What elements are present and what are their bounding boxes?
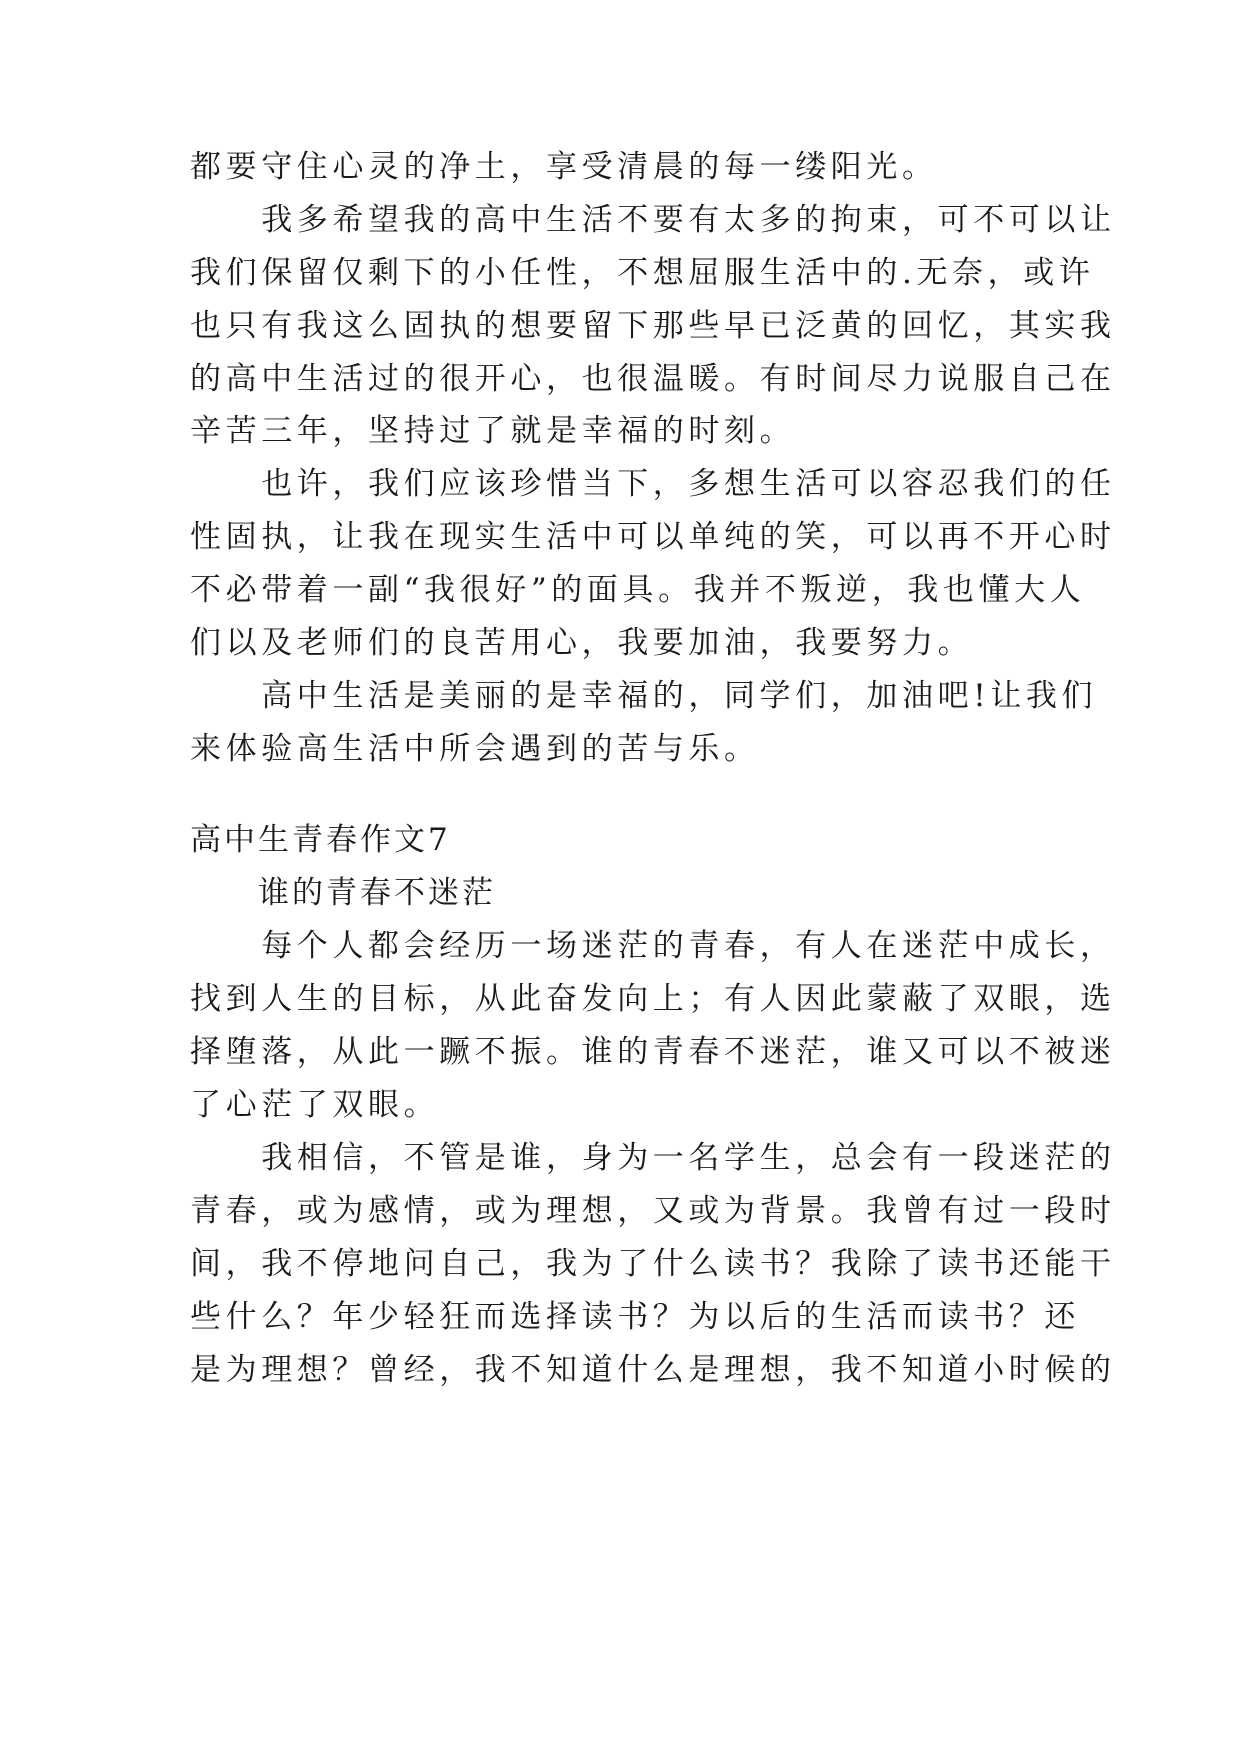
text-line: 我多希望我的高中生活不要有太多的拘束，可不可以让 bbox=[190, 202, 1116, 238]
text-line: 每个人都会经历一场迷茫的青春，有人在迷茫中成长， bbox=[190, 928, 1116, 964]
text-line: 找到人生的目标，从此奋发向上；有人因此蒙蔽了双眼，选 bbox=[190, 981, 1116, 1017]
text-line: 们以及老师们的良苦用心，我要加油，我要努力。 bbox=[190, 625, 974, 661]
essay-title: 谁的青春不迷茫 bbox=[190, 875, 496, 911]
text-line: 我们保留仅剩下的小任性，不想屈服生活中的.无奈，或许 bbox=[190, 255, 1095, 291]
text-line: 些什么？年少轻狂而选择读书？为以后的生活而读书？还 bbox=[190, 1299, 1080, 1335]
text-line: 了心茫了双眼。 bbox=[190, 1087, 440, 1123]
text-line: 高中生活是美丽的是幸福的，同学们，加油吧!让我们 bbox=[190, 678, 1098, 714]
text-line: 间，我不停地问自己，我为了什么读书？我除了读书还能干 bbox=[190, 1246, 1116, 1282]
text-line: 辛苦三年，坚持过了就是幸福的时刻。 bbox=[190, 413, 796, 449]
text-line: 的高中生活过的很开心，也很温暖。有时间尽力说服自己在 bbox=[190, 361, 1116, 397]
text-line: 择堕落，从此一蹶不振。谁的青春不迷茫，谁又可以不被迷 bbox=[190, 1034, 1116, 1070]
section-heading: 高中生青春作文7 bbox=[190, 822, 451, 858]
text-line: 来体验高生活中所会遇到的苦与乐。 bbox=[190, 731, 760, 767]
text-line: 性固执，让我在现实生活中可以单纯的笑，可以再不开心时 bbox=[190, 519, 1116, 555]
text-line: 都要守住心灵的净土，享受清晨的每一缕阳光。 bbox=[190, 149, 938, 185]
text-line: 也许，我们应该珍惜当下，多想生活可以容忍我们的任 bbox=[190, 466, 1116, 502]
text-line: 不必带着一副“我很好”的面具。我并不叛逆，我也懂大人 bbox=[190, 572, 1086, 608]
text-line: 也只有我这么固执的想要留下那些早已泛黄的回忆，其实我 bbox=[190, 308, 1116, 344]
text-line: 我相信，不管是谁，身为一名学生，总会有一段迷茫的 bbox=[190, 1140, 1116, 1176]
text-line: 青春，或为感情，或为理想，又或为背景。我曾有过一段时 bbox=[190, 1193, 1116, 1229]
text-line: 是为理想？曾经，我不知道什么是理想，我不知道小时候的 bbox=[190, 1352, 1116, 1388]
